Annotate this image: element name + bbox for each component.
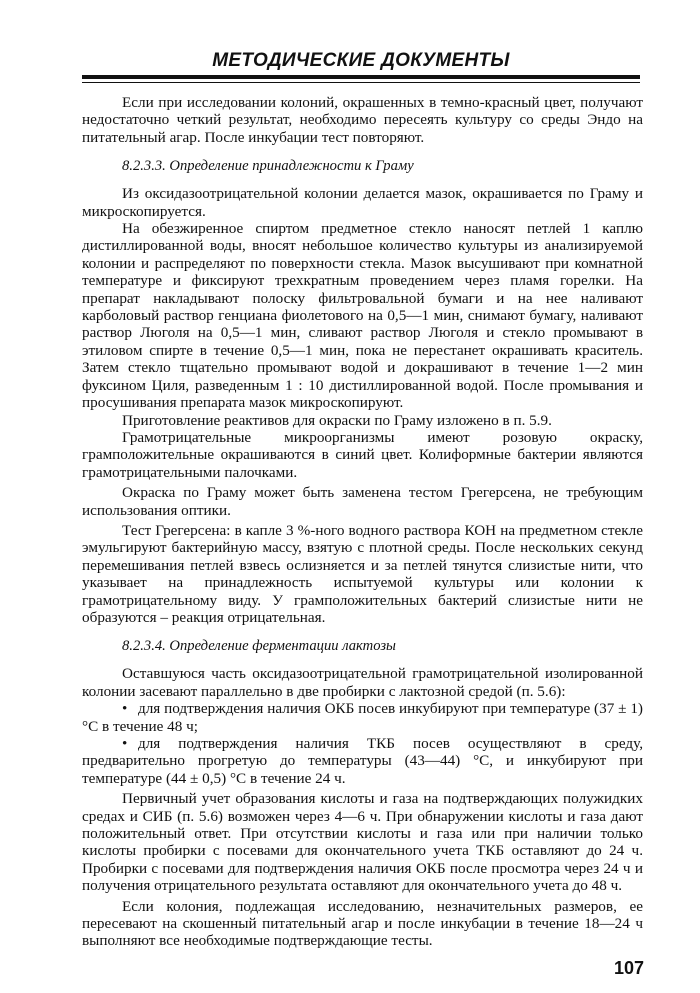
paragraph: Приготовление реактивов для окраски по Граму изложено в п. 5.9. [122, 411, 552, 429]
list-item-text: для подтверждения наличия ОКБ посев инкубируют при температуре (37 ± 1) °С в течение 48 ч; [82, 700, 643, 735]
paragraph: Если колония, подлежащая исследованию, незначительных размеров, ее пересевают на скошенный питательный агар и после инкубации в течение 18—24 ч выполняют все необходимые подтверждающие тесты. [82, 897, 643, 950]
paragraph: Первичный учет образования кислоты и газа на подтверждающих полужидких средах и СИБ (п. 5.6) возможен через 4—6 ч. При обнаружении кислоты и газа дают положительный ответ. При отсутствии кислоты и газа или при наличии только кислоты пробирки с посевами для окончательного учета ТКБ оставляют до 24 ч. Пробирки с посевами для подтверждения наличия ОКБ после просмотра через 24 ч и получения отрицательного результата оставляют для окончательного учета до 48 ч. [82, 790, 643, 895]
list-item-text: для подтверждения наличия ТКБ посев осуществляют в среду, предварительно прогретую до температуры (43—44) °С, и инкубируют при температуре (44 ± 0,5) °С в течение 24 ч. [82, 735, 643, 787]
paragraph: Оставшуюся часть оксидазоотрицательной грамотрицательной изолированной колонии засевают параллельно в две пробирки с лактозной средой (п. 5.6): [82, 665, 643, 700]
header-rule-thick [82, 75, 640, 79]
bullet-marker: • [122, 735, 128, 752]
paragraph: Тест Грегерсена: в капле 3 %-ного водного раствора КОН на предметном стекле эмульгируют бактерийную массу, взятую с плотной среды. После нескольких секунд перемешивания петлей взвесь ослизняется и за петлей тянутся слизистые нити, что указывает на принадлежность испытуемой культуры или колонии к грамотрицательному виду. У грамположительных бактерий слизистые нити не образуются – реакция отрицательная. [82, 521, 643, 626]
bullet-list [82, 700, 643, 787]
section-heading-gram: 8.2.3.3. Определение принадлежности к Граму [122, 158, 414, 175]
list-item [82, 700, 643, 735]
section-heading-lactose: 8.2.3.4. Определение ферментации лактозы [122, 638, 396, 655]
paragraph: Если при исследовании колоний, окрашенных в темно-красный цвет, получают недостаточно четкий результат, необходимо пересеять культуру со среды Эндо на питательный агар. После инкубации тест повторяют. [82, 94, 643, 146]
paragraph: Грамотрицательные микроорганизмы имеют розовую окраску, грамположительные окрашиваются в синий цвет. Колиформные бактерии являются грамотрицательными палочками. [82, 428, 643, 481]
header-rule-thin [82, 82, 640, 83]
bullet-marker: • [122, 700, 128, 718]
paragraph: Окраска по Граму может быть заменена тестом Грегерсена, не требующим использования оптики. [82, 484, 643, 519]
list-item [82, 735, 643, 787]
paragraph: Из оксидазоотрицательной колонии делается мазок, окрашивается по Граму и микроскопируется. [82, 185, 643, 220]
page-number: 107 [613, 958, 644, 978]
page-body [82, 94, 643, 950]
paragraph: На обезжиренное спиртом предметное стекло наносят петлей 1 каплю дистиллированной воды, вносят небольшое количество культуры из анализируемой колонии и распределяют по поверхности стекла. Мазок высушивают при комнатной температуре и фиксируют трехкратным проведением через пламя горелки. На препарат накладывают полоску фильтровальной бумаги и на нее наливают карболовый раствор генциана фиолетового на 0,5—1 мин, снимают бумагу, наливают раствор Люголя на 0,5—1 мин, сливают раствор Люголя и стекло промывают в этиловом спирте в течение 0,5—1 мин, пока не перестанет окрашивать краситель. Затем стекло тщательно промывают водой и докрашивают в течение 1—2 мин фуксином Циля, разведенным 1 : 10 дистиллированной водой. После промывания и просушивания препарата мазок микроскопируют. [82, 220, 643, 412]
running-header: МЕТОДИЧЕСКИЕ ДОКУМЕНТЫ [212, 50, 510, 71]
